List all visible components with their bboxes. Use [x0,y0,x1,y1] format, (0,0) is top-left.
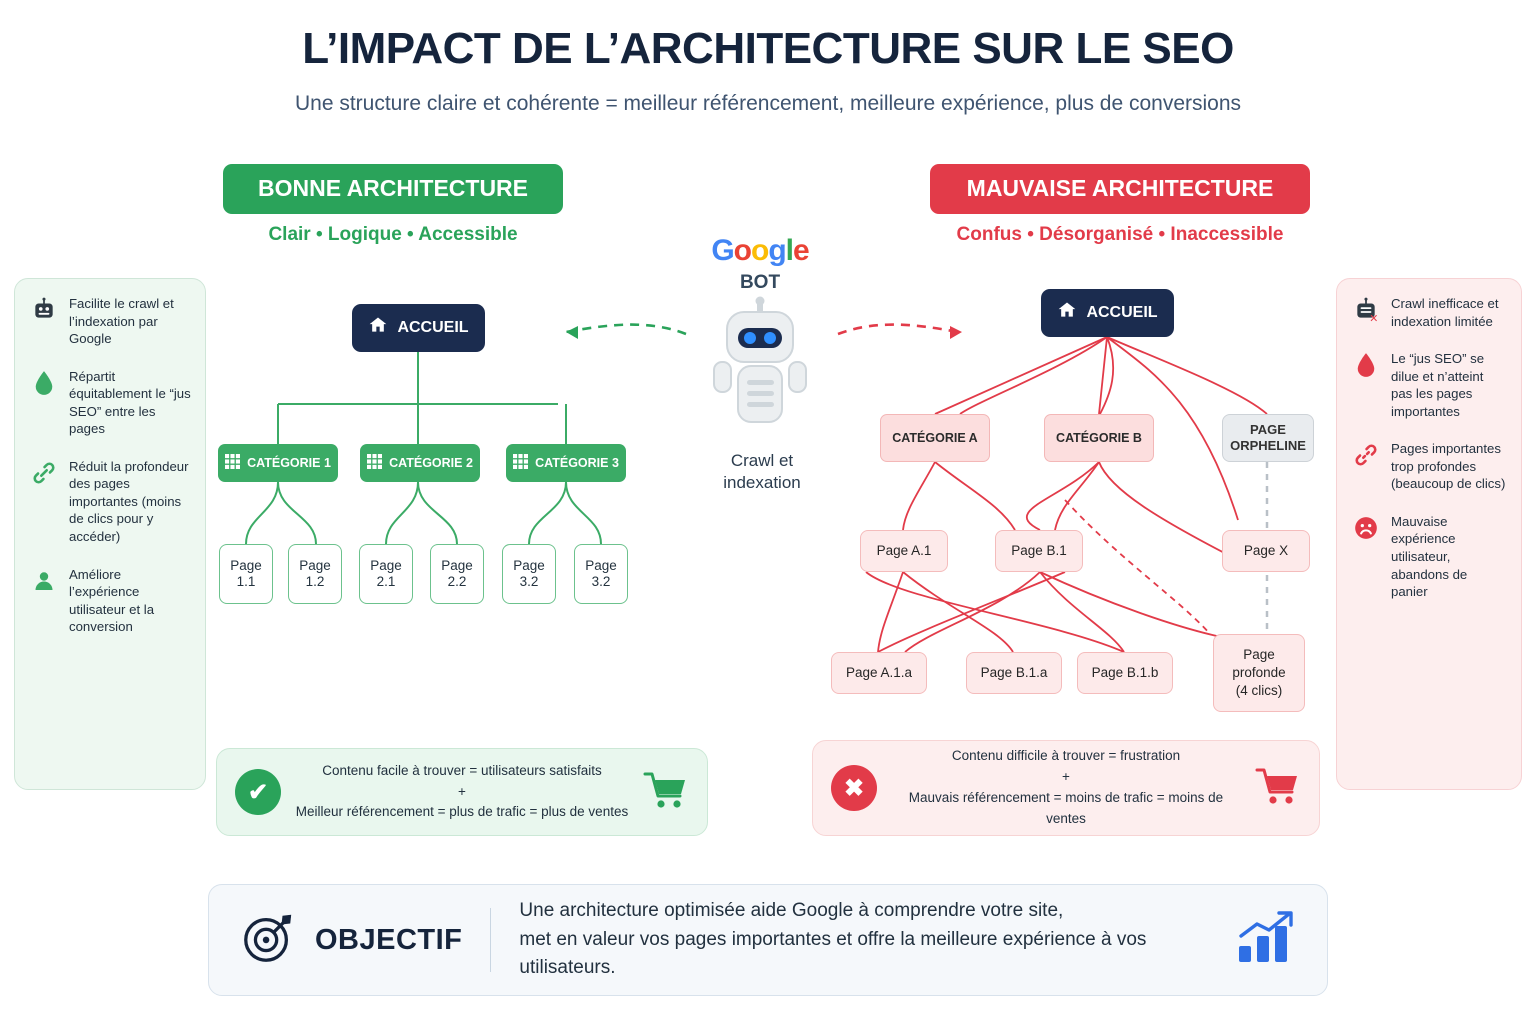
page-title: L’IMPACT DE L’ARCHITECTURE SUR LE SEO [302,24,1234,73]
bad-page-a1a[interactable] [831,652,927,694]
problem-text: Crawl inefficace et indexation limitée [1391,296,1499,329]
home-icon [368,315,388,340]
bad-deep-page[interactable] [1213,634,1305,712]
good-page-3-1[interactable] [502,544,556,604]
good-page-1-2[interactable] [288,544,342,604]
page-label-line2: 1.1 [236,574,256,589]
check-icon: ✔ [235,769,281,815]
objective-label: OBJECTIF [315,923,463,956]
good-category-2[interactable] [360,444,480,482]
page-subtitle: Une structure claire et cohérente = meilleur référencement, meilleure expérience, plus de conversions [294,92,1242,115]
bad-result-text [891,746,1241,830]
orphan-page-node[interactable] [1222,414,1314,462]
robot-error-icon [1351,295,1381,325]
bad-result-box [812,740,1320,836]
bot-caption-line2: indexation [723,473,801,493]
good-page-1-1[interactable] [219,544,273,604]
page-label-line1: Page [299,557,331,573]
objective-bar [208,884,1328,996]
good-result-line3: Meilleur référencement = plus de trafic = plus de ventes [295,804,629,820]
bad-architecture-subtitle: Confus • Désorganisé • Inaccessible [956,224,1284,245]
benefit-item [29,458,191,546]
objective-line1: Une architecture optimisée aide Google à comprendre votre site, [519,900,1064,922]
category-label: CATÉGORIE 3 [535,455,619,470]
benefit-text: Réduit la profondeur des pages importantes (moins de clics pour y accéder) [69,458,189,545]
good-result-line2: + [458,783,466,799]
good-architecture-banner: BONNE ARCHITECTURE [223,164,563,214]
droplet-icon [29,368,59,398]
cross-icon: ✖ [831,765,877,811]
category-label: CATÉGORIE B [1056,430,1142,445]
page-label-line1: Page [513,557,545,573]
problem-text: Le “jus SEO” se dilue et n’atteint pas les pages importantes [1391,351,1485,419]
good-page-2-2[interactable] [430,544,484,604]
grid-icon [225,454,240,473]
good-result-box [216,748,708,836]
problem-item [1351,440,1507,493]
page-label: Page X [1243,542,1289,558]
deep-page-line3: (4 clics) [1235,683,1283,699]
benefit-item [29,295,191,348]
bad-result-line1: Contenu difficile à trouver = frustration [951,748,1181,764]
page-label: Page B.1.b [1091,664,1159,680]
page-label-line2: 2.2 [447,574,467,589]
bad-page-b1a[interactable] [966,652,1062,694]
problem-item [1351,295,1507,330]
bad-home-node[interactable] [1041,289,1174,337]
good-home-node[interactable] [352,304,485,352]
category-label: CATÉGORIE 2 [389,455,473,470]
bad-page-b1[interactable] [995,530,1083,572]
broken-link-icon [1351,440,1381,470]
benefit-item [29,368,191,438]
good-architecture-subtitle: Clair • Logique • Accessible [268,224,518,245]
divider [490,908,491,972]
deep-page-line2: profonde [1232,664,1286,680]
good-result-text [295,761,629,824]
cart-icon [1255,766,1301,811]
good-page-3-2[interactable] [574,544,628,604]
bot-label: BOT [739,272,781,293]
page-label: Page B.1 [1011,542,1067,558]
problem-item [1351,350,1507,420]
link-icon [29,458,59,488]
bad-home-label: ACCUEIL [1086,304,1158,322]
grid-icon [367,454,382,473]
bot-caption-line1: Crawl et [730,451,794,470]
good-category-1[interactable] [218,444,338,482]
page-label: Page A.1 [876,542,932,558]
cart-icon [643,770,689,815]
grid-icon [513,454,528,473]
target-icon [239,909,297,972]
bad-page-a1[interactable] [860,530,948,572]
googlebot-illustration [700,296,820,446]
problem-text: Mauvaise expérience utilisateur, abandons de panier [1391,513,1468,600]
bad-category-a[interactable] [880,414,990,462]
user-icon [29,566,59,596]
good-result-line1: Contenu facile à trouver = utilisateurs satisfaits [322,762,602,778]
bad-category-b[interactable] [1044,414,1154,462]
page-label: Page B.1.a [980,664,1048,680]
bad-architecture-banner: MAUVAISE ARCHITECTURE [930,164,1310,214]
problem-item [1351,513,1507,601]
bad-result-line3: Mauvais référencement = moins de trafic = moins de ventes [908,790,1224,826]
deep-page-line1: Page [1243,646,1275,662]
page-label-line2: 1.2 [305,574,325,589]
good-benefits-panel [14,278,206,790]
good-category-3[interactable] [506,444,626,482]
benefit-item [29,566,191,636]
page-label-line2: 3.2 [519,574,539,589]
page-label-line1: Page [370,557,402,573]
page-label-line1: Page [230,557,262,573]
category-label: CATÉGORIE 1 [247,455,331,470]
orphan-label-line2: ORPHELINE [1230,438,1306,453]
bad-page-x[interactable] [1222,530,1310,572]
bad-page-b1b[interactable] [1077,652,1173,694]
good-home-label: ACCUEIL [397,319,469,337]
page-label-line2: 2.1 [376,574,396,589]
page-label-line1: Page [441,557,473,573]
benefit-text: Améliore l’expérience utilisateur et la conversion [69,566,155,635]
page-label: Page A.1.a [845,664,913,680]
page-label-line2: 3.2 [591,574,611,589]
growth-chart-icon [1233,910,1297,971]
bad-result-line2: + [1062,769,1070,785]
droplet-icon [1351,350,1381,380]
sad-face-icon [1351,513,1381,543]
home-icon [1057,300,1077,325]
page-label-line1: Page [585,557,617,573]
bad-problems-panel [1336,278,1522,790]
robot-icon [29,295,59,325]
benefit-text: Facilite le crawl et l’indexation par Google [69,296,174,347]
objective-text [519,897,1217,983]
objective-line2: met en valeur vos pages importantes et offre la meilleure expérience à vos utilisateurs. [519,928,1147,979]
orphan-label-line1: PAGE [1250,422,1286,438]
good-page-2-1[interactable] [359,544,413,604]
benefit-text: Répartit équitablement le “jus SEO” entre les pages [69,368,191,437]
bot-caption [672,450,852,494]
google-wordmark: Google [711,234,809,267]
problem-text: Pages importantes trop profondes (beaucoup de clics) [1391,441,1506,492]
category-label: CATÉGORIE A [892,430,978,445]
svg-text:✕: ✕ [1369,311,1379,323]
